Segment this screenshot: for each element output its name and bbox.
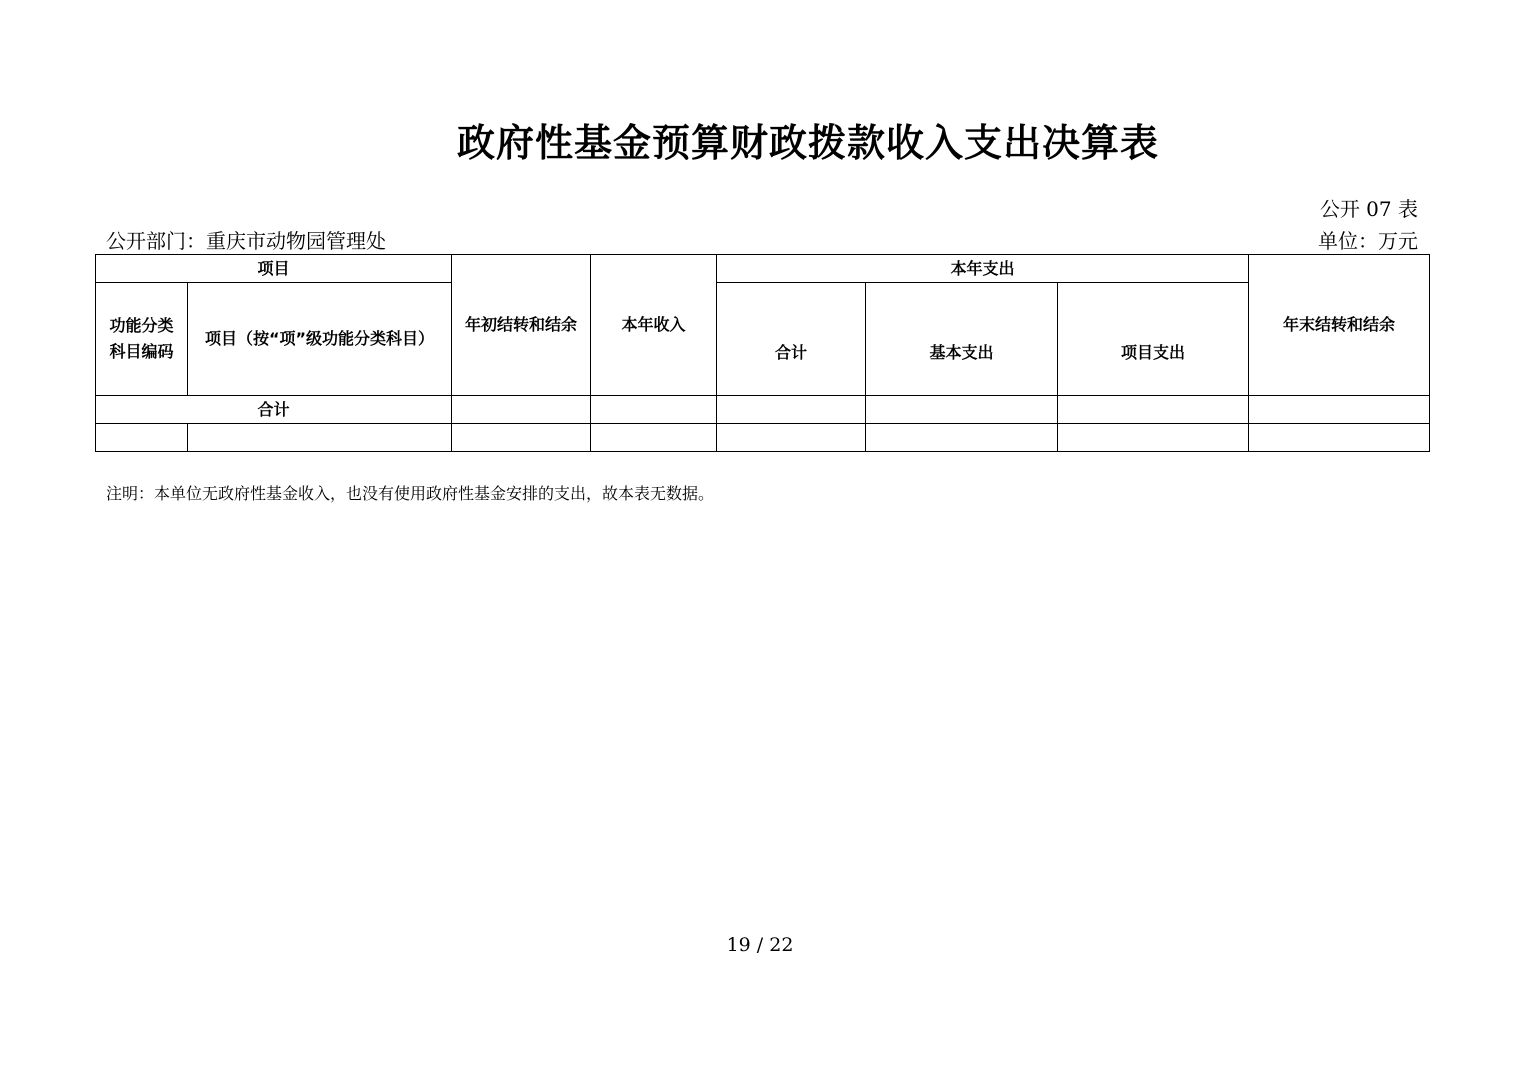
total-expense-total <box>717 396 866 424</box>
header-func-code: 功能分类科目编码 <box>96 283 188 396</box>
total-expense-basic <box>866 396 1058 424</box>
form-number: 公开 07 表 <box>1319 197 1418 221</box>
row-income <box>591 424 717 452</box>
row-item-name <box>188 424 452 452</box>
total-row <box>96 396 1430 424</box>
row-end-balance <box>1249 424 1430 452</box>
row-expense-basic <box>866 424 1058 452</box>
row-begin-balance <box>452 424 591 452</box>
total-end-balance <box>1249 396 1430 424</box>
unit-label: 单位：万元 <box>1318 229 1418 253</box>
total-begin-balance <box>452 396 591 424</box>
header-row-1 <box>96 255 1430 283</box>
page-number: 19 / 22 <box>726 934 794 956</box>
total-income <box>591 396 717 424</box>
total-label: 合计 <box>96 396 452 424</box>
header-expense-group: 本年支出 <box>717 255 1249 283</box>
header-expense-total: 合计 <box>717 283 866 396</box>
header-row-2 <box>96 283 1430 396</box>
header-expense-basic: 基本支出 <box>866 283 1058 396</box>
budget-table <box>95 254 1430 452</box>
row-func-code <box>96 424 188 452</box>
header-item: 项目 <box>96 255 452 283</box>
header-income: 本年收入 <box>591 255 717 396</box>
header-end-balance: 年末结转和结余 <box>1249 255 1430 396</box>
row-expense-total <box>717 424 866 452</box>
header-item-name: 项目（按“项”级功能分类科目） <box>188 283 452 396</box>
department-label: 公开部门：重庆市动物园管理处 <box>106 229 386 253</box>
header-expense-project: 项目支出 <box>1058 283 1249 396</box>
page-title: 政府性基金预算财政拨款收入支出决算表 <box>456 121 1159 165</box>
header-begin-balance: 年初结转和结余 <box>452 255 591 396</box>
table-row <box>96 424 1430 452</box>
total-expense-project <box>1058 396 1249 424</box>
row-expense-project <box>1058 424 1249 452</box>
footnote: 注明：本单位无政府性基金收入，也没有使用政府性基金安排的支出，故本表无数据。 <box>106 484 715 503</box>
